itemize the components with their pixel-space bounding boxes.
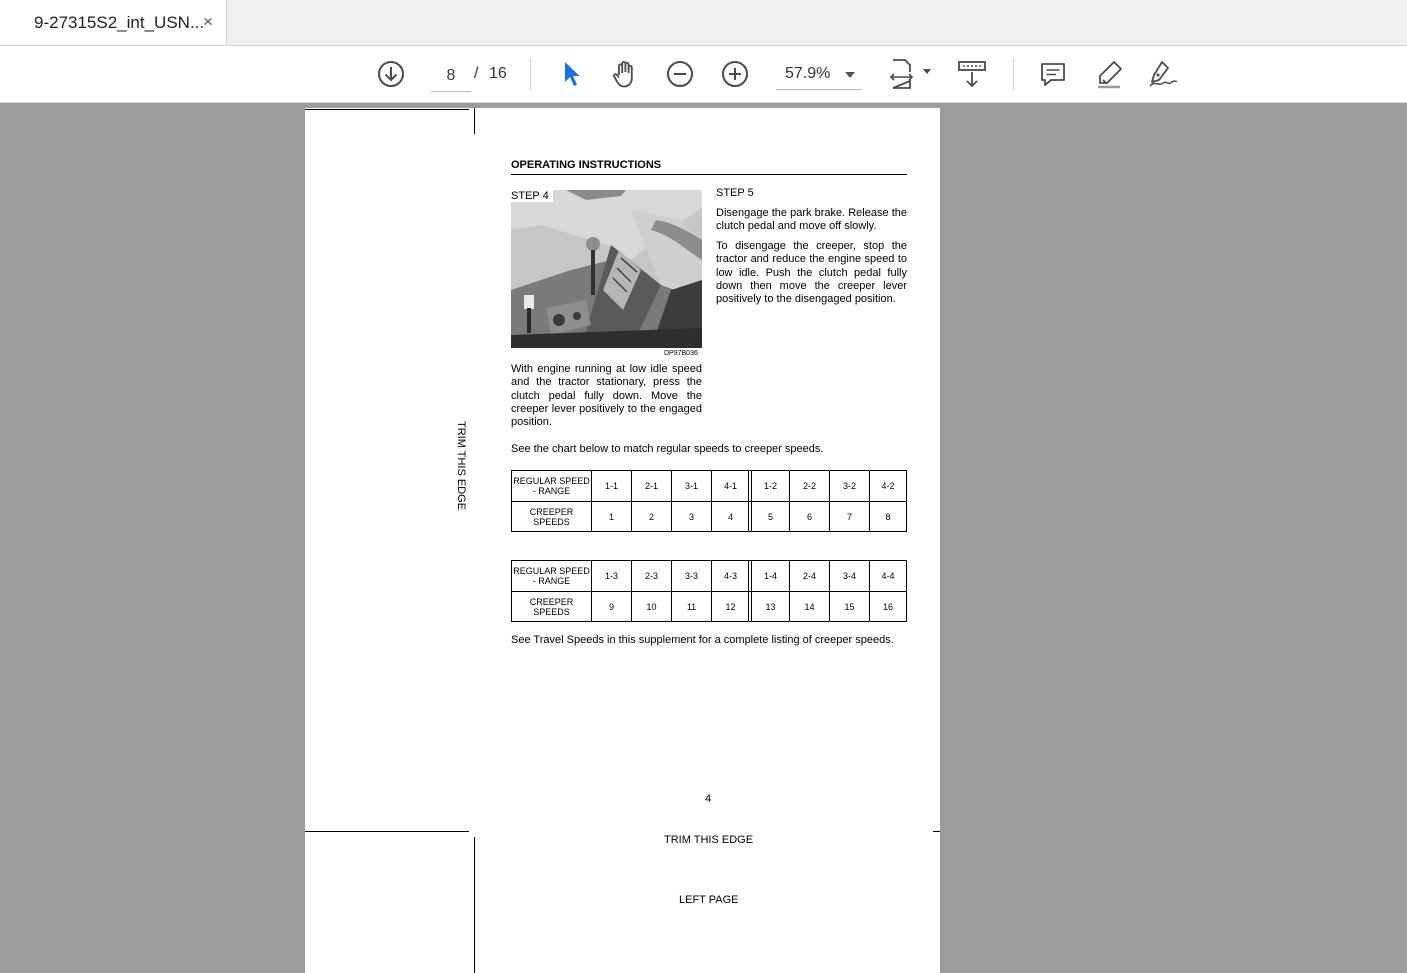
step5-label: STEP 5 bbox=[716, 187, 754, 199]
table-gridline bbox=[711, 561, 712, 621]
table-gridline bbox=[591, 561, 592, 621]
table-header-cell: REGULAR SPEED - RANGE bbox=[513, 475, 590, 496]
table-gridline bbox=[789, 471, 790, 531]
table-gridline bbox=[748, 471, 752, 531]
table-gridline bbox=[671, 471, 672, 531]
table-cell: 1-4 bbox=[763, 570, 777, 581]
table-cell: 3-1 bbox=[684, 480, 698, 491]
trim-mark bbox=[474, 837, 475, 973]
zoom-value: 57.9% bbox=[785, 65, 831, 82]
trim-edge-side-label: TRIM THIS EDGE bbox=[455, 421, 467, 511]
table-gridline bbox=[748, 561, 752, 621]
photo-code: DP97B036 bbox=[664, 350, 698, 357]
table-cell: 1-3 bbox=[604, 570, 618, 581]
table-gridline bbox=[829, 471, 830, 531]
table-row bbox=[512, 502, 906, 532]
zoom-dropdown[interactable] bbox=[776, 61, 862, 90]
step5-paragraph-1: Disengage the park brake. Release the clutch pedal and move off slowly. bbox=[716, 207, 907, 233]
table-cell: 8 bbox=[885, 511, 891, 522]
table-cell: 3-4 bbox=[842, 570, 856, 581]
table-row bbox=[512, 471, 906, 502]
toolbar-divider bbox=[530, 58, 531, 90]
travel-speeds-note: See Travel Speeds in this supplement for a complete listing of creeper speeds. bbox=[511, 634, 894, 646]
zoom-out-icon[interactable] bbox=[662, 56, 698, 92]
table-cell: 13 bbox=[765, 601, 776, 612]
zoom-in-icon[interactable] bbox=[717, 56, 753, 92]
table-gridline bbox=[869, 561, 870, 621]
table-cell: 1 bbox=[608, 511, 614, 522]
table-gridline bbox=[631, 561, 632, 621]
table-gridline bbox=[829, 561, 830, 621]
tab-title: 9-27315S2_int_USN... bbox=[34, 13, 205, 32]
document-viewer[interactable] bbox=[0, 103, 1407, 973]
table-cell: 10 bbox=[646, 601, 657, 612]
pdf-page bbox=[305, 108, 940, 973]
table-cell: 11 bbox=[686, 601, 697, 612]
table-cell: 16 bbox=[882, 601, 893, 612]
page-heading: OPERATING INSTRUCTIONS bbox=[511, 159, 662, 171]
speed-table bbox=[511, 470, 907, 532]
close-tab-icon[interactable]: × bbox=[203, 12, 213, 31]
table-cell: 1-2 bbox=[763, 480, 777, 491]
trim-mark bbox=[474, 108, 475, 134]
tab-bar bbox=[0, 0, 1407, 46]
step5-paragraph-2: To disengage the creeper, stop the tractor and reduce the engine speed to low idle. Push the clutch pedal fully down then move the creeper lever positively to the disengaged position. bbox=[716, 240, 907, 306]
table-cell: 15 bbox=[844, 601, 855, 612]
trim-mark bbox=[305, 109, 469, 110]
table-cell: 3 bbox=[688, 511, 694, 522]
toolbar bbox=[0, 46, 1407, 103]
comment-icon[interactable] bbox=[1035, 56, 1071, 92]
trim-mark bbox=[933, 831, 940, 832]
table-cell: 5 bbox=[767, 511, 773, 522]
table-row bbox=[512, 561, 906, 592]
page-total: 16 bbox=[489, 65, 507, 82]
table-cell: 2-1 bbox=[644, 480, 658, 491]
heading-rule bbox=[511, 174, 907, 175]
table-header-cell: REGULAR SPEED - RANGE bbox=[513, 565, 590, 586]
page-separator: / bbox=[474, 65, 479, 82]
chart-intro-text: See the chart below to match regular speeds to creeper speeds. bbox=[511, 443, 824, 455]
table-cell: 2-2 bbox=[802, 480, 816, 491]
table-cell: 12 bbox=[725, 601, 736, 612]
table-gridline bbox=[789, 561, 790, 621]
table-gridline bbox=[591, 471, 592, 531]
table-cell: 4-1 bbox=[723, 480, 737, 491]
page-number: 4 bbox=[705, 793, 712, 805]
table-gridline bbox=[869, 471, 870, 531]
trim-edge-label: TRIM THIS EDGE bbox=[664, 834, 754, 846]
chevron-down-icon bbox=[845, 72, 855, 78]
table-cell: 2-3 bbox=[644, 570, 658, 581]
document-tab[interactable] bbox=[0, 0, 227, 45]
table-gridline bbox=[671, 561, 672, 621]
highlight-icon[interactable] bbox=[1091, 56, 1127, 92]
table-header-cell: CREEPER SPEEDS bbox=[529, 506, 574, 527]
table-cell: 4-4 bbox=[881, 570, 895, 581]
table-header-cell: CREEPER SPEEDS bbox=[529, 596, 574, 617]
step4-paragraph: With engine running at low idle speed and the tractor stationary, press the clutch pedal fully down. Move the creeper lever positively to the engaged position. bbox=[511, 363, 702, 429]
fit-page-icon[interactable] bbox=[884, 56, 934, 92]
table-gridline bbox=[711, 471, 712, 531]
page-number-input[interactable] bbox=[431, 61, 471, 92]
table-row bbox=[512, 592, 906, 622]
step4-label bbox=[511, 190, 553, 202]
table-cell: 3-3 bbox=[684, 570, 698, 581]
scroll-mode-icon[interactable] bbox=[954, 56, 990, 92]
table-cell: 14 bbox=[804, 601, 815, 612]
table-cell: 7 bbox=[846, 511, 852, 522]
step4-text: STEP 4 bbox=[511, 190, 553, 202]
table-cell: 1-1 bbox=[604, 480, 618, 491]
hand-pan-icon[interactable] bbox=[607, 56, 643, 92]
table-cell: 6 bbox=[806, 511, 812, 522]
select-cursor-icon[interactable] bbox=[553, 56, 589, 92]
toolbar-divider bbox=[1013, 58, 1014, 90]
creeper-lever-photo bbox=[511, 190, 702, 348]
table-gridline bbox=[631, 471, 632, 531]
table-cell: 2 bbox=[648, 511, 654, 522]
table-cell: 4-2 bbox=[881, 480, 895, 491]
sign-icon[interactable] bbox=[1145, 56, 1181, 92]
left-page-label: LEFT PAGE bbox=[679, 894, 739, 906]
download-icon[interactable] bbox=[373, 56, 409, 92]
table-cell: 4 bbox=[727, 511, 733, 522]
table-cell: 3-2 bbox=[842, 480, 856, 491]
table-cell: 2-4 bbox=[802, 570, 816, 581]
trim-mark bbox=[305, 831, 469, 832]
table-cell: 4-3 bbox=[723, 570, 737, 581]
table-cell: 9 bbox=[608, 601, 614, 612]
speed-table bbox=[511, 560, 907, 622]
